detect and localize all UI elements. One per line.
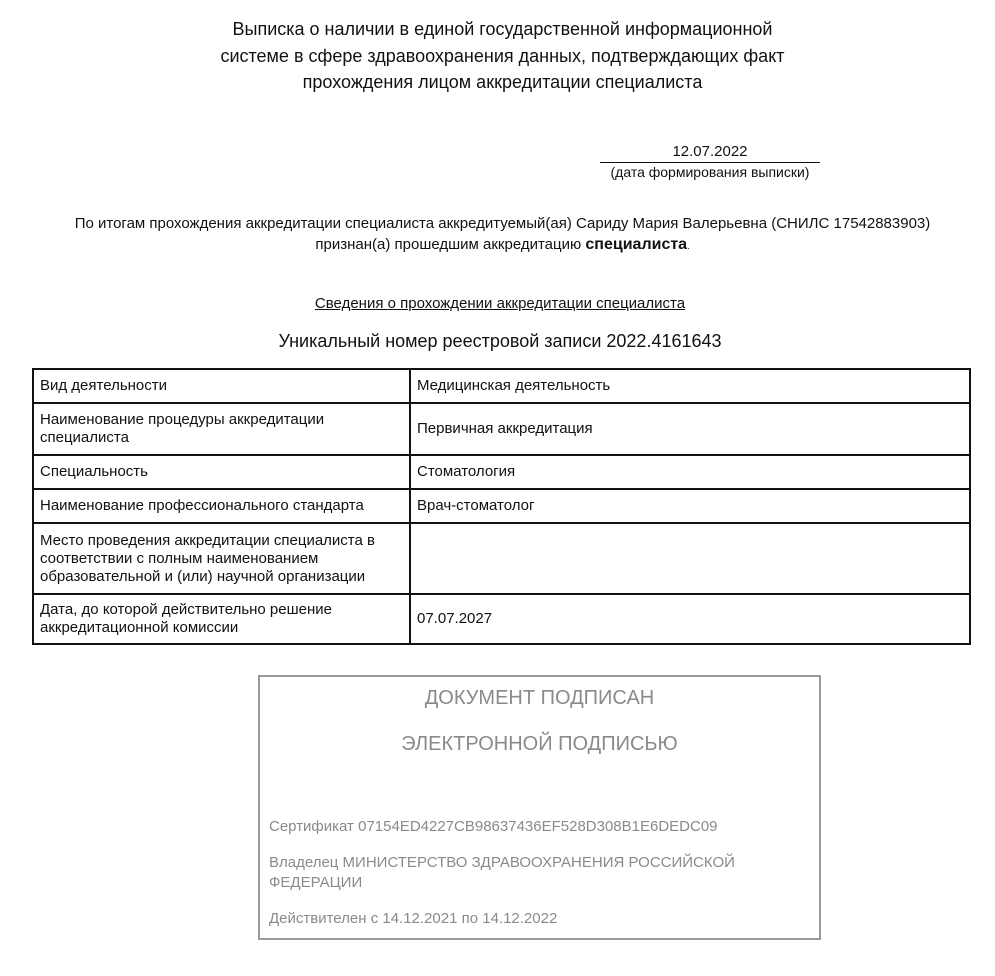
row-value: 07.07.2027 xyxy=(410,594,970,644)
document-title xyxy=(150,16,855,96)
stamp-validity: Действителен с 14.12.2021 по 14.12.2022 xyxy=(269,910,558,927)
stamp-owner: Владелец МИНИСТЕРСТВО ЗДРАВООХРАНЕНИЯ РОССИЙСКОЙ ФЕДЕРАЦИИ xyxy=(269,854,735,891)
table-row xyxy=(33,489,970,523)
electronic-signature-stamp xyxy=(258,675,821,940)
stamp-certificate: Сертификат 07154ED4227CB98637436EF528D308B1E6DEDC09 xyxy=(269,818,718,835)
section-title: Сведения о прохождении аккредитации специалиста xyxy=(314,295,686,312)
document-title-line: Выписка о наличии в единой государственной информационной xyxy=(232,19,773,39)
table-row xyxy=(33,455,970,489)
stamp-heading-electronic: ЭЛЕКТРОННОЙ ПОДПИСЬЮ xyxy=(401,733,678,755)
result-status: специалиста xyxy=(585,236,688,253)
row-label: Место проведения аккредитации специалиста в соответствии с полным наименованием образовательной и (или) научной организации xyxy=(33,523,410,594)
table-row xyxy=(33,369,970,403)
formation-date: 12.07.2022 xyxy=(672,143,748,160)
row-label: Дата, до которой действительно решение аккредитационной комиссии xyxy=(33,594,410,644)
accreditation-result xyxy=(40,213,965,257)
result-line-2 xyxy=(40,234,965,257)
result-line-2-prefix: признан(а) прошедшим аккредитацию xyxy=(315,236,586,253)
row-label: Вид деятельности xyxy=(33,369,410,403)
row-value: Врач-стоматолог xyxy=(410,489,970,523)
document-title-line: системе в сфере здравоохранения данных, подтверждающих факт xyxy=(220,45,785,66)
formation-date-caption: (дата формирования выписки) xyxy=(610,164,810,180)
result-line-1: По итогам прохождения аккредитации специалиста аккредитуемый(ая) Сариду Мария Валерьевна (СНИЛС 17542883903) xyxy=(74,215,931,232)
document-title-line: прохождения лицом аккредитации специалиста xyxy=(302,72,703,92)
row-value: Стоматология xyxy=(410,455,970,489)
row-value xyxy=(410,523,970,594)
table-row xyxy=(33,523,970,594)
row-label: Наименование процедуры аккредитации специалиста xyxy=(33,403,410,455)
formation-date-underline xyxy=(600,162,820,163)
registry-record-number: Уникальный номер реестровой записи 2022.4161643 xyxy=(278,331,722,351)
result-line-2-suffix: . xyxy=(687,241,690,251)
stamp-heading-signed: ДОКУМЕНТ ПОДПИСАН xyxy=(424,687,655,709)
row-value: Первичная аккредитация xyxy=(410,403,970,455)
table-row xyxy=(33,403,970,455)
row-label: Специальность xyxy=(33,455,410,489)
row-label: Наименование профессионального стандарта xyxy=(33,489,410,523)
row-value: Медицинская деятельность xyxy=(410,369,970,403)
table-row xyxy=(33,594,970,644)
accreditation-details-table xyxy=(32,368,971,645)
